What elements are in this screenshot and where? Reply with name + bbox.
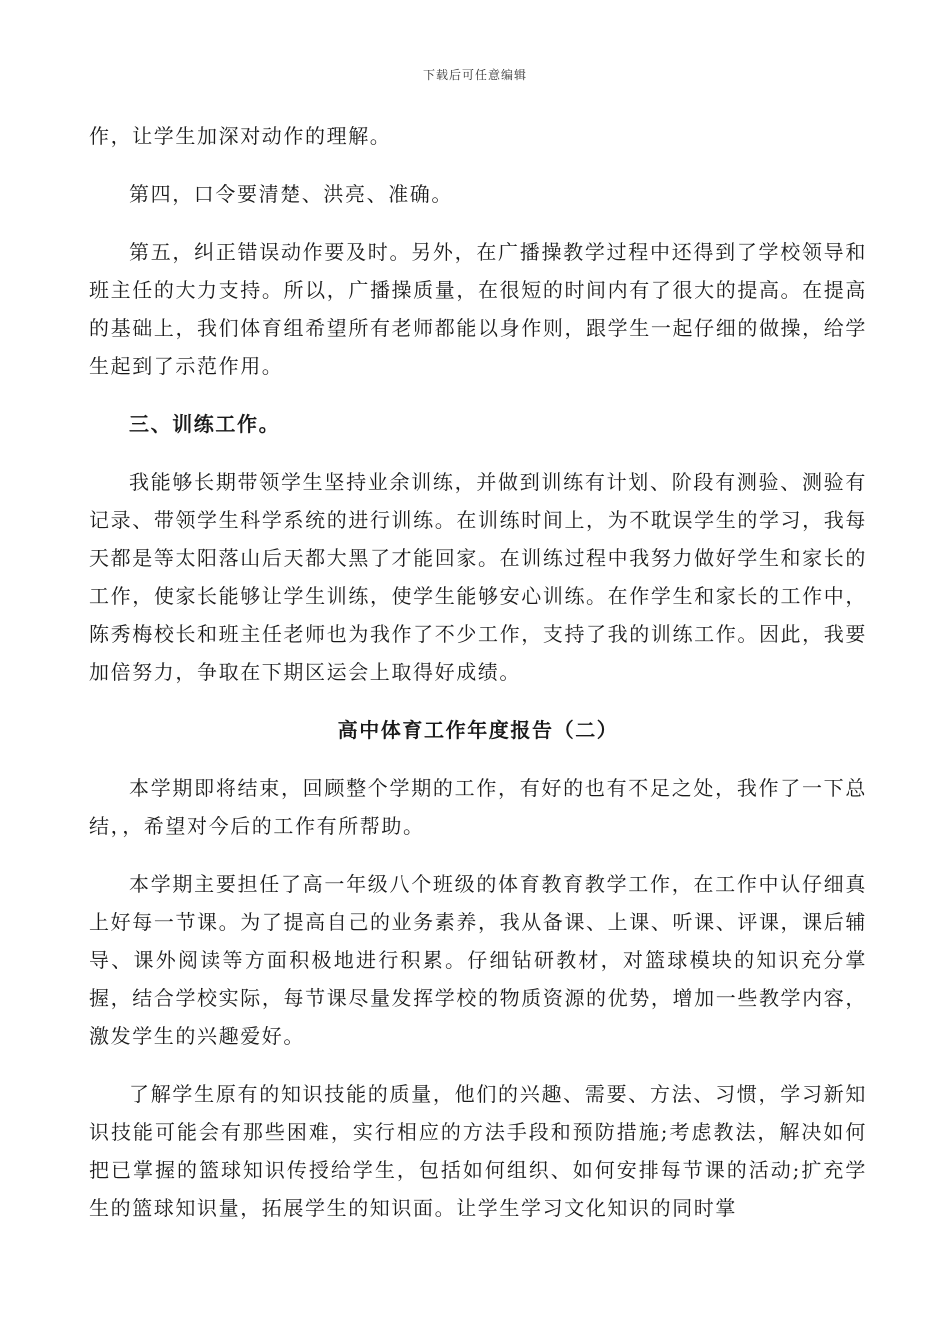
- paragraph-fifth-point: 第五，纠正错误动作要及时。另外，在广播操教学过程中还得到了学校领导和班主任的大力支持。所以，广播操质量，在很短的时间内有了很大的提高。在提高的基础上，我们体育组希望所有老师都能以身作则，跟学生一起仔细的做操，给学生起到了示范作用。: [89, 240, 867, 378]
- report-title-two: 高中体育工作年度报告（二）: [337, 718, 619, 742]
- document-body: [89, 117, 867, 1247]
- paragraph-fourth-point: 第四，口令要清楚、洪亮、准确。: [129, 182, 453, 206]
- paragraph-intro: 本学期即将结束，回顾整个学期的工作，有好的也有不足之处，我作了一下总结，，希望对今后的工作有所帮助。: [89, 776, 867, 838]
- paragraph-students: 了解学生原有的知识技能的质量，他们的兴趣、需要、方法、习惯，学习新知识技能可能会有那些困难，实行相应的方法手段和预防措施;考虑教法，解决如何把已掌握的篮球知识传授给学生，包括如何组织、如何安排每节课的活动;扩充学生的篮球知识量，拓展学生的知识面。让学生学习文化知识的同时掌: [89, 1082, 867, 1220]
- paragraph-training: 我能够长期带领学生坚持业余训练，并做到训练有计划、阶段有测验、测验有记录、带领学生科学系统的进行训练。在训练时间上，为不耽误学生的学习，我每天都是等太阳落山后天都大黑了才能回家。在训练过程中我努力做好学生和家长的工作，使家长能够让学生训练，使学生能够安心训练。在作学生和家长的工作中，陈秀梅校长和班主任老师也为我作了不少工作，支持了我的训练工作。因此，我要加倍努力，争取在下期区运会上取得好成绩。: [89, 470, 867, 684]
- paragraph-continuation: 作，让学生加深对动作的理解。: [89, 124, 392, 148]
- section-heading-training: 三、训练工作。: [129, 412, 281, 436]
- header-note: 下载后可任意编辑: [422, 68, 527, 82]
- paragraph-teaching: 本学期主要担任了高一年级八个班级的体育教育教学工作，在工作中认仔细真上好每一节课。为了提高自己的业务素养，我从备课、上课、听课、评课，课后辅导、课外阅读等方面积极地进行积累。仔细钻研教材，对篮球模块的知识充分掌握，结合学校实际，每节课尽量发挥学校的物质资源的优势，增加一些教学内容，激发学生的兴趣爱好。: [89, 872, 867, 1048]
